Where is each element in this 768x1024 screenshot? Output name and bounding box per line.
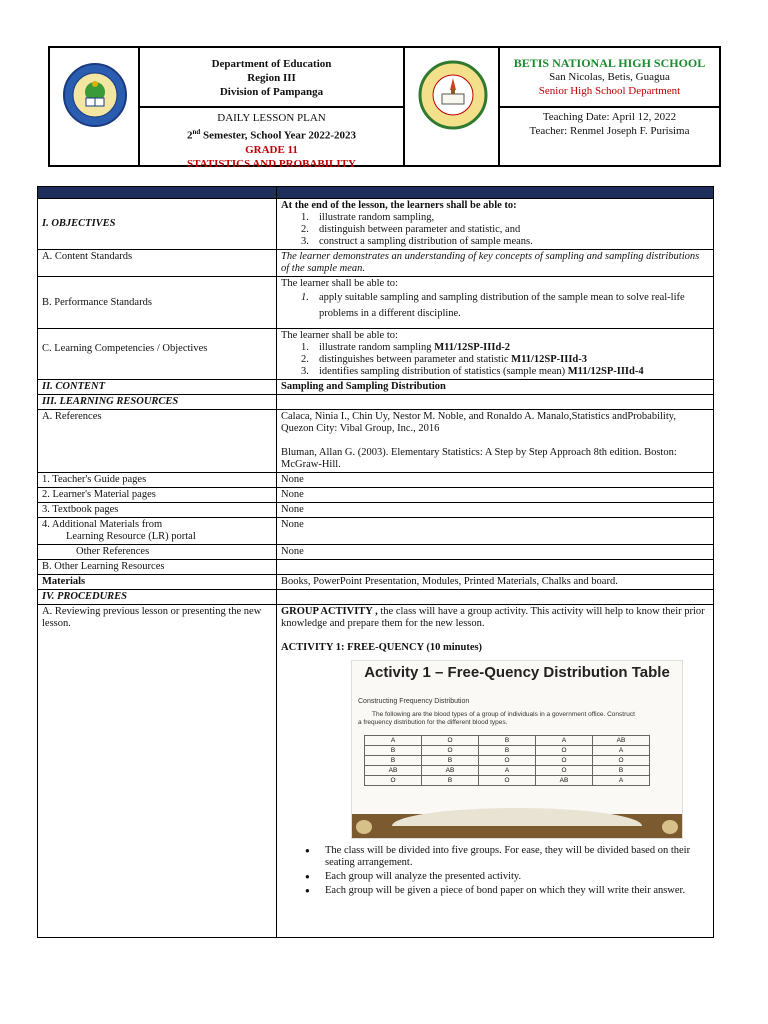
learners-material-label: 2. Learner's Material pages	[38, 488, 277, 503]
resources-row	[38, 395, 714, 410]
teachers-guide-value: None	[277, 473, 714, 488]
content-row	[38, 380, 714, 395]
textbook-value: None	[277, 503, 714, 518]
school-department: Senior High School Department	[538, 85, 681, 97]
subject-line: STATISTICS AND PROBABILITY	[187, 157, 356, 170]
teacher-name: Teacher: Renmel Joseph F. Purisima	[529, 125, 690, 137]
reference-1: Calaca, Ninia I., Chin Uy, Nestor M. Noble, and Ronaldo A. Manalo,Statistics andProbability, Quezon City: Vibal Group, Inc., 2016	[281, 411, 676, 434]
lr-portal-row	[38, 518, 714, 545]
other-references-label: Other References	[38, 545, 277, 560]
objectives-intro: At the end of the lesson, the learners shall be able to:	[281, 200, 517, 211]
list-item: 1. apply suitable sampling and sampling distribution of the sample mean to solve real-life problems in a different discipline.	[301, 292, 685, 319]
procedures-row	[38, 590, 714, 605]
list-item: 3. identifies sampling distribution of statistics (sample mean) M11/12SP-IIId-4	[301, 366, 644, 377]
performance-standards-row	[38, 277, 714, 329]
procedures-label: IV. PROCEDURES	[38, 590, 277, 605]
resources-label: III. LEARNING RESOURCES	[38, 395, 277, 410]
teachers-guide-row	[38, 473, 714, 488]
objectives-list	[281, 212, 709, 248]
learners-material-row	[38, 488, 714, 503]
materials-value: Books, PowerPoint Presentation, Modules, Printed Materials, Chalks and board.	[277, 575, 714, 590]
review-label: A. Reviewing previous lesson or presenting the new lesson.	[38, 605, 277, 938]
references-row	[38, 410, 714, 473]
competencies-intro: The learner shall be able to:	[281, 330, 398, 341]
list-item: ● The class will be divided into five groups. For ease, they will be divided based on their seating arrangement.	[281, 845, 709, 869]
list-item: ● Each group will analyze the presented activity.	[281, 871, 709, 883]
list-item: 2. distinguish between parameter and statistic, and	[301, 224, 521, 235]
content-standards-label: A. Content Standards	[38, 250, 277, 277]
materials-label: Materials	[38, 575, 277, 590]
activity-slide-image	[351, 660, 683, 839]
teaching-date: Teaching Date: April 12, 2022	[542, 111, 677, 123]
group-activity-text: GROUP ACTIVITY , the class will have a group activity. This activity will help to know their prior knowledge and prepare them for the new lesson.	[281, 606, 705, 629]
objectives-label: I. OBJECTIVES	[38, 199, 277, 250]
other-references-value: None	[277, 545, 714, 560]
other-references-row	[38, 545, 714, 560]
list-item: 1. illustrate random sampling M11/12SP-IIId-2	[301, 342, 511, 353]
lesson-plan-table	[37, 186, 714, 938]
list-item: 2. distinguishes between parameter and statistic M11/12SP-IIId-3	[301, 354, 587, 365]
materials-row	[38, 575, 714, 590]
blood-type-grid	[364, 735, 650, 786]
activity-title: ACTIVITY 1: FREE-QUENCY (10 minutes)	[281, 642, 483, 653]
lr-portal-label: 4. Additional Materials from Learning Resource (LR) portal	[38, 518, 277, 545]
performance-standards-label: B. Performance Standards	[38, 277, 277, 329]
deped-seal-cell	[50, 48, 140, 165]
lr-portal-value: None	[277, 518, 714, 545]
slide-subtitle: Constructing Frequency Distribution	[358, 698, 470, 705]
review-row	[38, 605, 714, 938]
table-row: B O B O A	[365, 746, 650, 756]
division-line: Division of Pampanga	[219, 86, 324, 98]
content-standards-text: The learner demonstrates an understanding of key concepts of sampling and sampling distributions of the sample mean.	[277, 250, 714, 277]
competencies-label: C. Learning Competencies / Objectives	[38, 329, 277, 380]
list-item: 3. construct a sampling distribution of sample means.	[301, 236, 533, 247]
school-seal-logo	[418, 60, 488, 130]
references-label: A. References	[38, 410, 277, 473]
school-seal-cell	[405, 48, 500, 165]
semester-line: 2nd Semester, School Year 2022-2023	[186, 128, 356, 142]
plan-title: DAILY LESSON PLAN	[217, 112, 326, 124]
slide-title: Activity 1 – Free-Quency Distribution Table	[364, 664, 670, 681]
deped-seal-logo	[62, 62, 128, 128]
textbook-label: 3. Textbook pages	[38, 503, 277, 518]
dept-line: Department of Education	[211, 58, 332, 70]
list-item: ● Each group will be given a piece of bond paper on which they will write their answer.	[281, 885, 709, 897]
school-address: San Nicolas, Betis, Guagua	[549, 71, 670, 83]
other-learning-resources-row	[38, 560, 714, 575]
activity-instructions	[281, 845, 709, 897]
performance-intro: The learner shall be able to:	[281, 278, 398, 289]
open-book-graphic	[392, 808, 642, 826]
learners-material-value: None	[277, 488, 714, 503]
reference-2: Bluman, Allan G. (2003). Elementary Statistics: A Step by Step Approach 8th edition. Boston: McGraw-Hill.	[281, 447, 677, 470]
table-row: AB AB A O B	[365, 766, 650, 776]
school-name: BETIS NATIONAL HIGH SCHOOL	[513, 56, 706, 70]
content-value: Sampling and Sampling Distribution	[277, 380, 714, 395]
slide-paragraph: The following are the blood types of a group of individuals in a government office. Construct a frequency distribution for the different blood types.	[358, 711, 635, 726]
slide-logo-right	[662, 820, 678, 834]
competencies-row	[38, 329, 714, 380]
textbook-row	[38, 503, 714, 518]
objectives-row	[38, 199, 714, 250]
content-label: II. CONTENT	[38, 380, 277, 395]
header-box	[48, 46, 721, 170]
dept-plan-cell	[140, 48, 405, 170]
content-standards-row	[38, 250, 714, 277]
table-row: O B O AB A	[365, 776, 650, 786]
table-row: B B O O O	[365, 756, 650, 766]
slide-logo-left	[356, 820, 372, 834]
school-info-cell	[500, 48, 719, 165]
teachers-guide-label: 1. Teacher's Guide pages	[38, 473, 277, 488]
region-line: Region III	[247, 72, 296, 84]
grade-line: GRADE 11	[245, 143, 298, 156]
list-item: 1. illustrate random sampling,	[301, 212, 435, 223]
table-row: A O B A AB	[365, 736, 650, 746]
other-learning-resources-label: B. Other Learning Resources	[38, 560, 277, 575]
